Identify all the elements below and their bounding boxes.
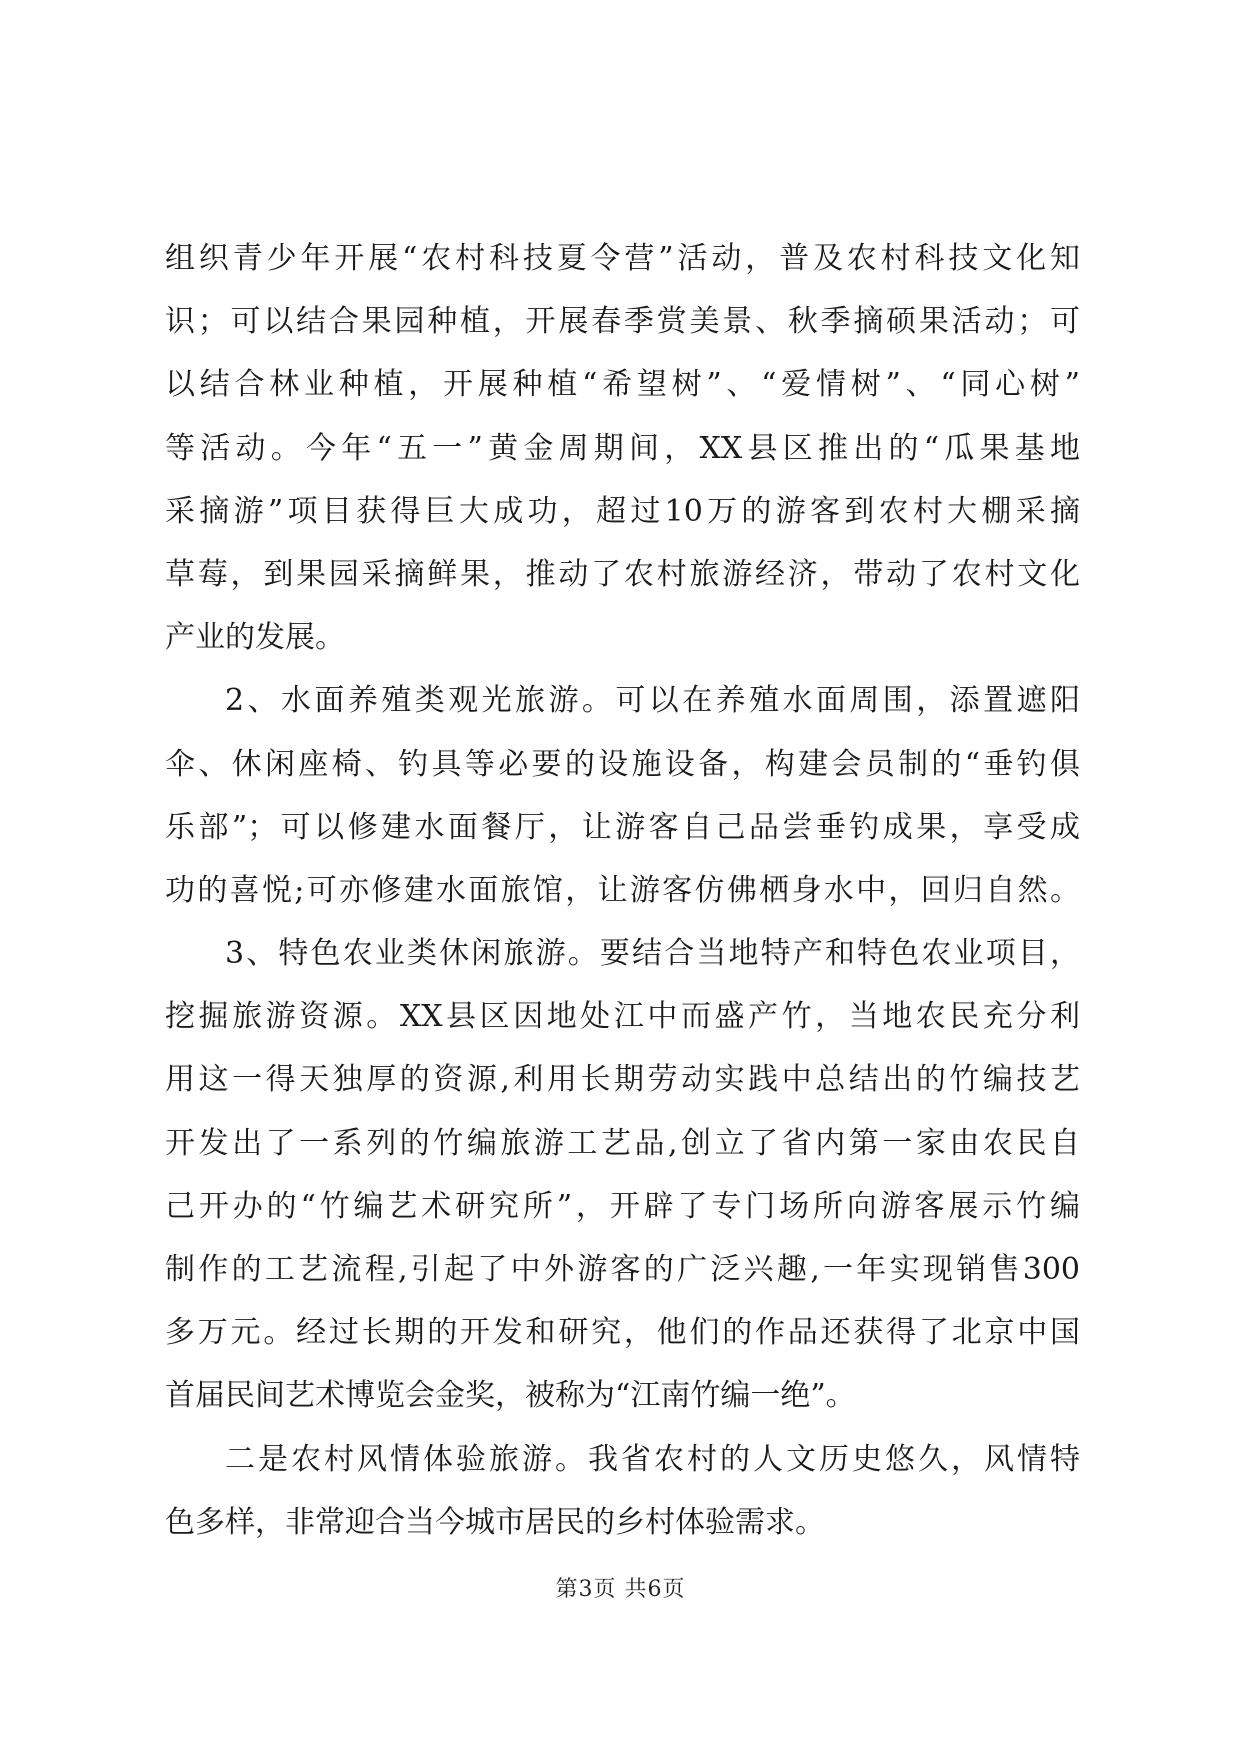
text-line: 识；可以结合果园种植，开展春季赏美景、秋季摘硕果活动；可 — [165, 304, 1080, 340]
text-line: 2、水面养殖类观光旅游。可以在养殖水面周围，添置遮阳 — [225, 683, 1080, 719]
text-line: 草莓，到果园采摘鲜果，推动了农村旅游经济，带动了农村文化 — [165, 556, 1080, 592]
text-line: 产业的发展。 — [165, 620, 345, 656]
text-line: 首届民间艺术博览会金奖，被称为“江南竹编一绝”。 — [165, 1378, 856, 1414]
text-line: 等活动。今年“五一”黄金周期间，XX县区推出的“瓜果基地 — [165, 430, 1080, 466]
text-line: 3、特色农业类休闲旅游。要结合当地特产和特色农业项目， — [225, 936, 1080, 972]
text-line: 己开办的“竹编艺术研究所”，开辟了专门场所向游客展示竹编 — [165, 1188, 1080, 1224]
text-line: 组织青少年开展“农村科技夏令营”活动，普及农村科技文化知 — [165, 241, 1080, 276]
text-line: 伞、休闲座椅、钓具等必要的设施设备，构建会员制的“垂钓俱 — [165, 746, 1080, 782]
text-line: 多万元。经过长期的开发和研究，他们的作品还获得了北京中国 — [165, 1315, 1080, 1351]
text-line: 功的喜悦;可亦修建水面旅馆，让游客仿佛栖身水中，回归自然。 — [165, 872, 1080, 908]
text-line: 色多样，非常迎合当今城市居民的乡村体验需求。 — [165, 1504, 825, 1540]
text-line: 二是农村风情体验旅游。我省农村的人文历史悠久，风情特 — [225, 1441, 1080, 1477]
text-line: 挖掘旅游资源。XX县区因地处江中而盛产竹，当地农民充分利 — [165, 999, 1080, 1035]
body-text — [165, 227, 1080, 1554]
text-line: 开发出了一系列的竹编旅游工艺品,创立了省内第一家由农民自 — [165, 1125, 1080, 1161]
text-line: 以结合林业种植，开展种植“希望树”、“爱情树”、“同心树” — [165, 367, 1080, 403]
text-line: 乐部”；可以修建水面餐厅，让游客自己品尝垂钓成果，享受成 — [165, 809, 1080, 845]
text-line: 用这一得天独厚的资源,利用长期劳动实践中总结出的竹编技艺 — [165, 1062, 1080, 1098]
page-footer: 第3页 共6页 — [555, 1577, 686, 1602]
text-line: 制作的工艺流程,引起了中外游客的广泛兴趣,一年实现销售300 — [165, 1252, 1080, 1287]
text-line: 采摘游”项目获得巨大成功，超过10万的游客到农村大棚采摘 — [165, 493, 1080, 529]
